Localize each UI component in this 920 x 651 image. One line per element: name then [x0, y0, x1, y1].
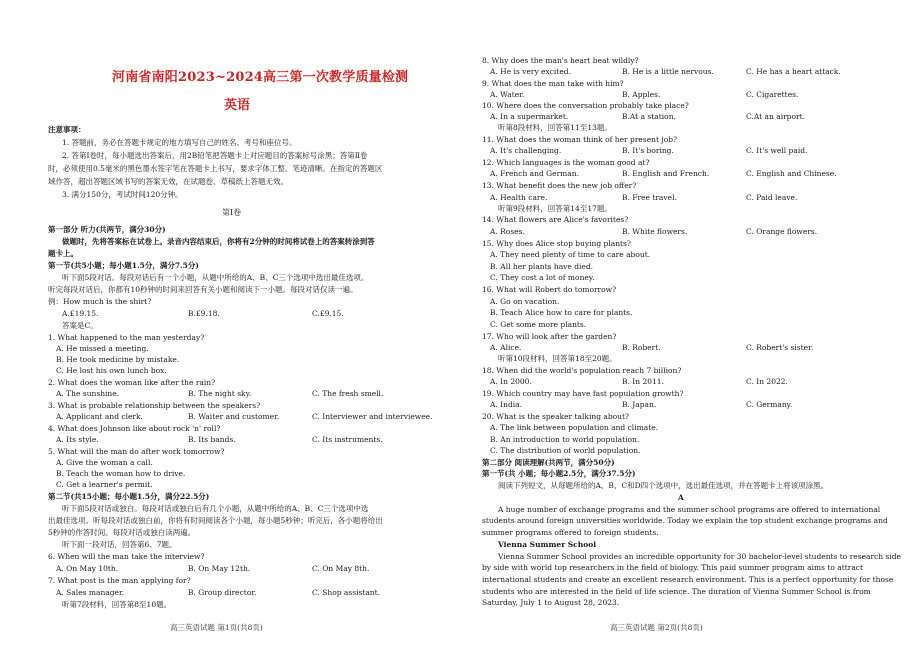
option-c: C. The fresh smell. [312, 389, 384, 398]
passage-line: international students and create an excellent research environment. This is a perfect opportunity for those [482, 575, 894, 584]
option-a: A. Applicant and clerk. [56, 412, 143, 421]
passage-line: students around foreign universities worldwide. Today we explain the top student exchange programs and [482, 516, 888, 525]
passage-subtitle: Vienna Summer School [498, 540, 597, 549]
option-c: C. Paid leave. [746, 193, 798, 202]
passage-line: A huge number of exchange programs and the summer school programs are offered to international [498, 505, 881, 514]
option-b: B. In 2011. [622, 377, 664, 386]
option-b: B. Apples. [622, 90, 661, 99]
option-b: B. Its bands. [188, 435, 236, 444]
question: 7. What post is the man applying for? [48, 576, 191, 585]
question: 18. When did the world's population reach 7 billion? [482, 366, 682, 375]
option-c: C. He has a heart attack. [746, 67, 841, 76]
option-a: A. He is very excited. [490, 67, 571, 76]
passage-line: Saturday, July 1 to August 28, 2023. [482, 598, 620, 607]
question: 16. What will Robert do tomorrow? [482, 285, 617, 294]
section1-instruction: 听下面5段对话。每段对话后有一个小题，从题中所给的A、B、C三个选项中选出最佳选项。 [62, 273, 369, 282]
page-footer: 高三英语试题 第2页(共8页) [610, 623, 703, 632]
option-b: B. He took medicine by mistake. [56, 355, 180, 364]
reading-section1-heading: 第一节(共 小题；每小题2.5分，满分37.5分) [482, 469, 636, 478]
option-b: B.At a station. [622, 112, 676, 121]
option-a: A. Water. [490, 90, 525, 99]
dialogue-note: 听下面一段对话，回答第6、7题。 [62, 540, 177, 549]
option-a: A. The link between population and climate. [490, 423, 659, 432]
option-c: C. Its instruments. [312, 435, 383, 444]
option-c: C. On May 8th. [312, 564, 370, 573]
option-c: C. Get some more plants. [490, 320, 587, 329]
option-c: C. Cigarettes. [746, 90, 799, 99]
right-page [460, 0, 920, 651]
option-b: B. English and French. [622, 169, 710, 178]
question: 15. Why does Alice stop buying plants? [482, 239, 631, 248]
option-a: A. Go on vacation. [490, 297, 560, 306]
section1-instruction: 听完每段对话后，你都有10秒钟的时间来回答有关小题和阅读下一小题。每段对话仅读一遍。 [48, 285, 358, 294]
question: 14. What flowers are Alice's favorites? [482, 215, 629, 224]
question: 6. When will the man take the interview? [48, 552, 205, 561]
option-a: A. In a supermarket. [490, 112, 569, 121]
question: 12. Which languages is the woman good at? [482, 158, 650, 167]
option-a: A. They need plenty of time to care about. [490, 250, 651, 259]
part2-heading: 第二部分 阅读理解(共两节，满分50分) [482, 458, 615, 467]
volume-label: 第Ⅰ卷 [222, 208, 242, 217]
part1-note: 题卡上。 [48, 249, 78, 258]
passage-line: by side with world top researchers in the field of biology. This paid summer program aims to attract [482, 563, 864, 572]
option-c: C. In 2022. [746, 377, 788, 386]
dialogue-note: 听第10段材料，回答第18至20题。 [498, 354, 617, 363]
option-b: B. Free travel. [622, 193, 677, 202]
option-b: B. It's boring. [622, 146, 674, 155]
question: 11. What does the woman think of her present job? [482, 135, 678, 144]
question: 17. Who will look after the garden? [482, 332, 617, 341]
option-a: A. Its style. [56, 435, 99, 444]
option-b: B. White flowers. [622, 227, 688, 236]
question: 10. Where does the conversation probably take place? [482, 101, 689, 110]
subject-title: 英语 [224, 98, 251, 113]
option-c: C. They cost a lot of money. [490, 273, 595, 282]
option-a: A. It's challenging. [490, 146, 562, 155]
option-b: B. Group director. [188, 588, 257, 597]
option-b: B. On May 12th. [188, 564, 251, 573]
passage-line: Vienna Summer School provides an incredible opportunity for 30 bachelor-level students to research side [498, 552, 901, 561]
section2-heading: 第二节(共15小题；每小题1.5分，满分22.5分) [48, 492, 210, 501]
dialogue-note: 听第8段材料，回答第11至13题。 [498, 123, 612, 132]
option-c: C. The distribution of world population. [490, 446, 641, 455]
section1-heading: 第一节(共5小题；每小题1.5分，满分7.5分) [48, 261, 199, 270]
page-footer: 高三英语试题 第1页(共8页) [170, 623, 263, 632]
question: 9. What does the man take with him? [482, 79, 624, 88]
section2-instruction: 听下面5段对话或独白。每段对话或独白后有几个小题，从题中所给的A、B、C三个选项中选 [62, 504, 369, 513]
notice-line: 2. 答第Ⅰ卷时，每小题选出答案后，用2B铅笔把答题卡上对应题目的答案标号涂黑；答第Ⅱ卷 [62, 151, 368, 160]
option-a: A. On May 10th. [56, 564, 119, 573]
option-a: A. Give the woman a call. [56, 458, 153, 467]
question: 20. What is the speaker talking about? [482, 412, 630, 421]
question: 4. What does Johnson like about rock 'n' roll? [48, 424, 221, 433]
option-a: A. Health care. [490, 193, 548, 202]
option-b: B. The night sky. [188, 389, 252, 398]
option-b: B. An introduction to world population. [490, 435, 640, 444]
option-c: C. It's well paid. [746, 146, 808, 155]
exam-title: 河南省南阳2023~2024高三第一次教学质量检测 [112, 70, 409, 85]
option-b: B. Teach Alice how to care for plants. [490, 308, 633, 317]
notice-line: 1. 答题前，务必在答题卡规定的地方填写自己的姓名、考号和座位号。 [62, 138, 297, 147]
question: 1. What happened to the man yesterday? [48, 333, 205, 342]
option-a: A. Sales manager. [56, 588, 125, 597]
option-a: A. French and German. [490, 169, 579, 178]
notice-line: 域作答，超出答题区域书写的答案无效，在试题卷、草稿纸上答题无效。 [48, 177, 288, 186]
option-a: A. The sunshine. [56, 389, 120, 398]
question: 5. What will the man do after work tomorrow? [48, 447, 225, 456]
dialogue-note: 听第9段材料，回答第14至17题。 [498, 204, 612, 213]
section2-instruction: 出最佳选项。听每段对话或独白前，你将有时间阅读各个小题，每小题5秒钟；听完后，各小题将给出 [48, 516, 383, 525]
option-a: A. In 2000. [490, 377, 532, 386]
passage-line: summer programs offered to foreign students. [482, 528, 659, 537]
option-c: C. Robert's sister. [746, 343, 814, 352]
option-b: B. Waiter and customer. [188, 412, 280, 421]
example-option-c: C.£9.15. [312, 309, 344, 318]
option-c: C. English and Chinese. [746, 169, 837, 178]
option-b: B. Japan. [622, 400, 657, 409]
question: 19. Which country may have fast population growth? [482, 389, 684, 398]
section2-instruction: 5秒钟的作答时间。每段对话或独白读两遍。 [48, 528, 196, 537]
option-c: C. He lost his own lunch box. [56, 366, 167, 375]
question: 2. What does the woman like after the rain? [48, 378, 216, 387]
question: 13. What benefit does the new job offer? [482, 181, 637, 190]
notice-line: 时，必须使用0.5毫米的黑色墨水签字笔在答题卡上书写，要求字体工整、笔迹清晰。在指定的答题区 [48, 164, 383, 173]
option-b: B. He is a little nervous. [622, 67, 714, 76]
dialogue-note: 听第7段材料，回答第8至10题。 [62, 600, 172, 609]
option-c: C. Interviewer and interviewee. [312, 412, 433, 421]
option-c: C. Germany. [746, 400, 793, 409]
notice-heading: 注意事项： [48, 125, 86, 134]
notice-line: 3. 满分150分，考试时间120分钟。 [62, 190, 183, 199]
example-answer: 答案是C。 [62, 321, 98, 330]
example-option-a: A.£19.15. [62, 309, 99, 318]
example-question: 例：How much is the shirt? [48, 297, 152, 306]
part1-note: 做题时，先将答案标在试卷上。录音内容结束后，你将有2分钟的时间将试卷上的答案转涂到答 [62, 237, 375, 246]
option-b: B. Teach the woman how to drive. [56, 469, 186, 478]
option-c: C. Orange flowers. [746, 227, 818, 236]
part1-heading: 第一部分 听力(共两节，满分30分) [48, 225, 166, 234]
option-b: B. Robert. [622, 343, 661, 352]
passage-line: students who are interested in the field of life science. The duration of Vienna Summer School is from [482, 587, 871, 596]
option-c: C. Shop assistant. [312, 588, 381, 597]
question: 8. Why does the man's heart beat wildly? [482, 56, 639, 65]
option-a: A. India. [490, 400, 523, 409]
reading-instruction: 阅读下列短文，从每题所给的A、B、C和D四个选项中，选出最佳选项，并在答题卡上将该项涂黑。 [498, 481, 829, 490]
option-c: C.At an airport. [746, 112, 805, 121]
option-a: A. Roses. [490, 227, 525, 236]
option-b: B. All her plants have died. [490, 262, 594, 271]
option-c: C. Get a learner's permit. [56, 480, 153, 489]
option-a: A. He missed a meeting. [56, 344, 149, 353]
question: 3. What is probable relationship between the speakers? [48, 401, 261, 410]
passage-letter: A [678, 493, 684, 502]
option-a: A. Alice. [490, 343, 522, 352]
example-option-b: B.£9.18. [188, 309, 220, 318]
